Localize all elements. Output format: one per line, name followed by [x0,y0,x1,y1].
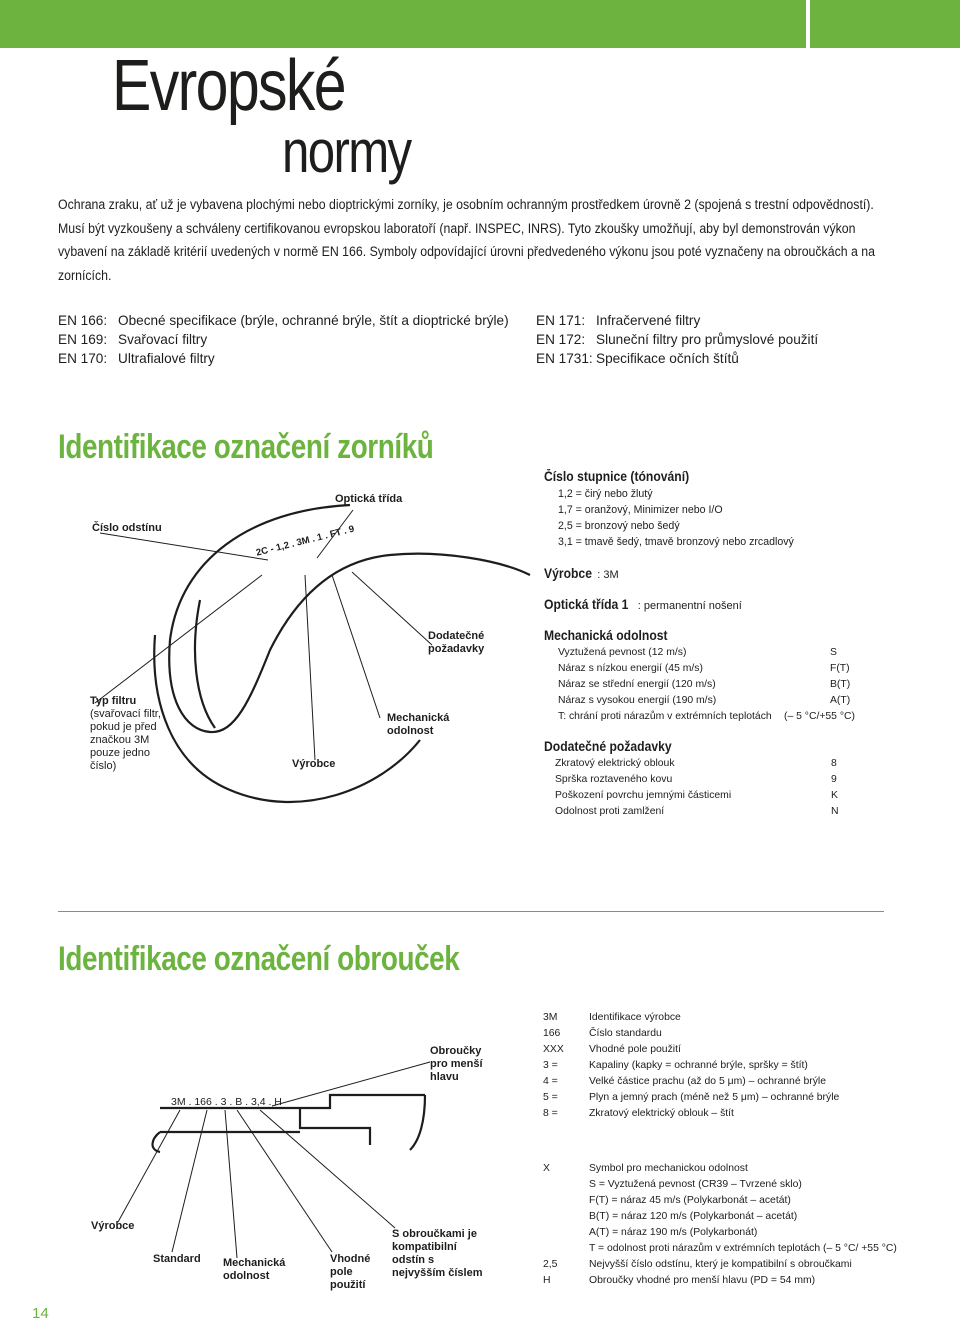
label-manufacturer: Výrobce [292,758,336,770]
frame-leader-lines [118,1062,430,1258]
mech-row: Náraz s nízkou energií (45 m/s) F(T) [558,663,850,674]
additional-title: Dodatečné požadavky [544,739,672,754]
label-frame-manufacturer: Výrobce [91,1220,135,1232]
standard-row: EN 166: Obecné specifikace (brýle, ochranné brýle, štít a dioptrické brýle) [58,313,509,328]
additional-block [544,739,854,820]
extra-row: Zkratový elektrický oblouk 8 [555,758,837,769]
page-title-line1: Evropské [112,46,345,126]
standard-row: EN 170: Ultrafialové filtry [58,351,215,366]
label-standard: Standard [153,1253,201,1265]
legend-row: A(T) = náraz 190 m/s (Polykarbonát) [589,1227,758,1238]
standard-row: EN 1731: Specifikace očních štítů [536,351,739,366]
label-shade-number: Číslo odstínu [92,522,162,534]
label-field: Vhodné pole použití [330,1253,371,1291]
maker-line: Výrobce : 3M [544,566,619,581]
label-compatible: S obroučkami je kompatibilní odstín s nejvyšším číslem [392,1228,483,1279]
legend-row: 2,5 Nejvyšší číslo odstínu, který je kompatibilní s obroučkami [543,1259,852,1270]
shade-item: 3,1 = tmavě šedý, tmavě bronzový nebo zrcadlový [558,536,794,548]
mech-row: Náraz se střední energií (120 m/s) B(T) [558,679,851,690]
standard-row: EN 169: Svařovací filtry [58,332,208,347]
lens-section-heading: Identifikace označení zorníků [58,428,434,466]
legend-row: X Symbol pro mechanickou odolnost [543,1163,748,1174]
shade-block [544,469,794,550]
legend-row: T = odolnost proti nárazům v extrémních teplotách (– 5 °C/ +55 °C) [589,1243,897,1254]
label-frame-mechanical: Mechanická odolnost [223,1257,286,1282]
shade-item: 2,5 = bronzový nebo šedý [558,520,680,532]
label-mechanical: Mechanická odolnost [387,712,450,737]
legend-row: 4 = Velké částice prachu (až do 5 μm) – ochranné brýle [543,1076,827,1087]
label-optical-class: Optická třída [335,493,403,505]
lens-marking: 2C - 1,2 . 3M . 1 . FT . 9 [255,523,356,559]
frame-section-heading: Identifikace označení obrouček [58,940,460,978]
shade-item: 1,7 = oranžový, Minimizer nebo I/O [558,504,723,516]
mechanical-title: Mechanická odolnost [544,628,668,643]
page-number: 14 [32,1305,49,1322]
legend-row: 5 = Plyn a jemný prach (méně než 5 μm) – ochranné brýle [543,1092,840,1103]
section-divider [58,911,884,912]
extra-row: Sprška roztaveného kovu 9 [555,774,837,785]
extra-row: Odolnost proti zamlžení N [555,806,839,817]
intro-paragraph: Ochrana zraku, ať už je vybavena plochými nebo dioptrickými zorníky, je osobním ochranným prostředkem úrovně 2 (spojená s trestní odpovědností). Musí být vyzkoušeny a schváleny certifikovanou evropskou laboratoří (např. INSPEC, INRS). Tyto zkoušky umožňují, aby byl demonstrován výkon vybavení na základě kritérií uvedených v normě EN 166. Symboly odpovídající úrovni předvedeného výkonu jsou poté vyznačeny na obroučkách a na zornících. [58,197,875,283]
frame-marking: 3M . 166 . 3 . B . 3,4 . H [171,1096,282,1108]
legend-row: 8 = Zkratový elektrický oblouk – štít [543,1108,734,1119]
mech-row: T: chrání proti nárazům v extrémních teplotách (– 5 °C/+55 °C) [558,711,855,722]
legend-row: XXX Vhodné pole použití [543,1044,681,1055]
legend-row: 3M Identifikace výrobce [543,1012,681,1023]
mech-row: Náraz s vysokou energií (190 m/s) A(T) [558,695,851,706]
label-small-heads: Obroučky pro menší hlavu [430,1045,483,1083]
shade-item: 1,2 = čirý nebo žlutý [558,488,653,500]
label-additional: Dodatečné požadavky [428,630,485,655]
frame-legend-2 [543,1161,943,1289]
mech-row: Vyztužená pevnost (12 m/s) S [558,647,837,658]
legend-row: F(T) = náraz 45 m/s (Polykarbonát – acetát) [589,1195,791,1206]
shade-title: Číslo stupnice (tónování) [544,469,690,484]
legend-row: 166 Číslo standardu [543,1028,662,1039]
legend-row: S = Vyztužená pevnost (CR39 – Tvrzené sklo) [589,1179,802,1190]
standard-row: EN 171: Infračervené filtry [536,313,701,328]
extra-row: Poškození povrchu jemnými částicemi K [555,790,838,801]
legend-row: H Obroučky vhodné pro menší hlavu (PD = 54 mm) [543,1275,816,1286]
legend-row: B(T) = náraz 120 m/s (Polykarbonát – acetát) [589,1211,798,1222]
mechanical-block [544,628,854,725]
label-filter-type: Typ filtru (svařovací filtr, pokud je před značkou 3M pouze jedno číslo) [90,695,161,772]
optical-line: Optická třída 1 : permanentní nošení [544,597,742,612]
frame-legend-1 [543,1010,923,1122]
standard-row: EN 172: Sluneční filtry pro průmyslové použití [536,332,819,347]
page-title-line2: normy [282,118,411,185]
legend-row: 3 = Kapaliny (kapky = ochranné brýle, spršky = štít) [543,1060,808,1071]
